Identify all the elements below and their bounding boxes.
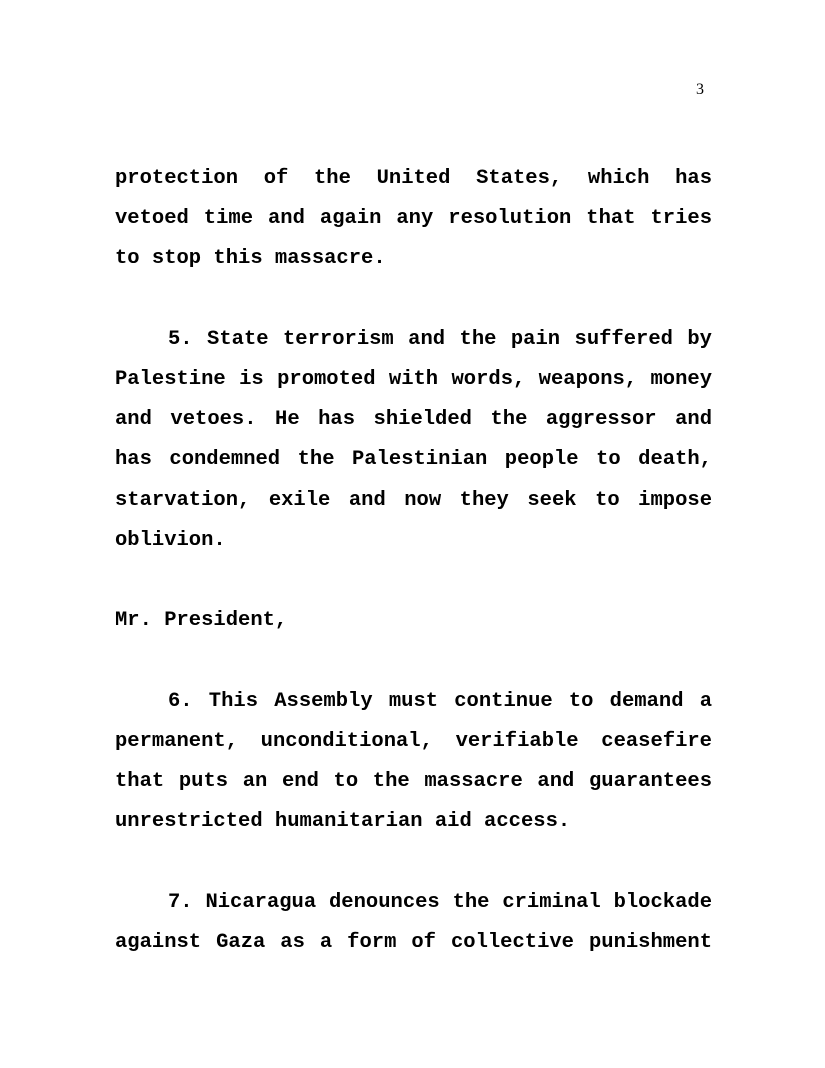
page-number: 3 [696, 81, 704, 98]
paragraph-point-6: 6. This Assembly must continue to demand a permanent, unconditional, verifiable ceasefire that puts an end to the massacre and guarantees unrestricted humanitarian aid access. [115, 689, 712, 834]
salutation: Mr. President, [115, 609, 288, 633]
paragraph-continuation: protection of the United States, which has vetoed time and again any resolution that tries to stop this massacre. [115, 167, 712, 271]
document-body [115, 159, 712, 963]
paragraph-point-5: 5. State terrorism and the pain suffered by Palestine is promoted with words, weapons, money and vetoes. He has shielded the aggressor and has condemned the Palestinian people to death, starvation, exile and now they seek to impose oblivion. [115, 327, 712, 552]
paragraph-point-7: 7. Nicaragua denounces the criminal blockade against Gaza as a form of collective punishment [115, 890, 712, 954]
